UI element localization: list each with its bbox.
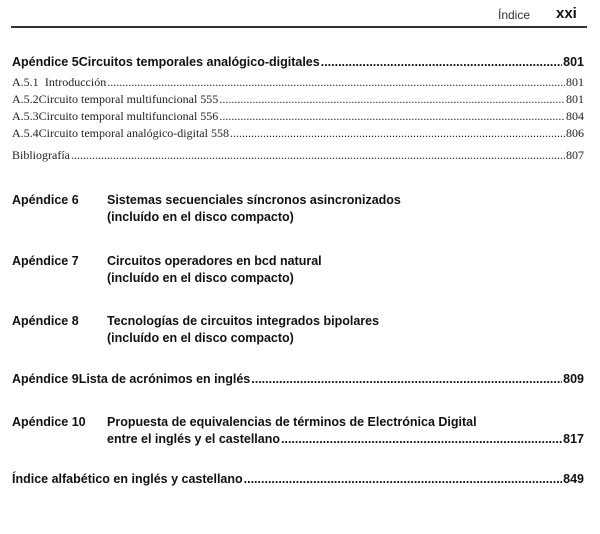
entry-label: Apéndice 5 — [12, 55, 79, 69]
page-number: xxi — [556, 5, 577, 22]
entry-note: (incluído en el disco compacto) — [107, 331, 294, 345]
entry-title: Circuitos temporales analógico-digitales — [78, 55, 320, 69]
entry-title: Circuito temporal multifuncional 555 — [38, 92, 219, 106]
entry-title: Sistemas secuenciales síncronos asincronizados — [107, 193, 401, 207]
toc-entry-a51 — [12, 75, 584, 90]
entry-note: (incluído en el disco compacto) — [107, 271, 294, 285]
toc-entry-bibliography — [12, 148, 584, 163]
toc-entry-index — [12, 472, 584, 486]
entry-title: Circuito temporal multifuncional 556 — [38, 109, 219, 123]
entry-title: Circuitos operadores en bcd natural — [107, 254, 322, 268]
entry-page: 817 — [563, 432, 584, 446]
entry-label: A.5.4 — [12, 126, 39, 140]
entry-title: Introducción — [44, 75, 107, 89]
toc-entry-appendix-5 — [12, 55, 584, 69]
dot-leader — [230, 126, 565, 141]
entry-page: 849 — [563, 472, 584, 486]
entry-title: Tecnologías de circuitos integrados bipolares — [107, 314, 380, 328]
entry-page: 801 — [566, 75, 584, 89]
entry-page: 809 — [563, 372, 584, 386]
toc-entry-appendix-9 — [12, 372, 584, 386]
dot-leader — [219, 92, 565, 107]
entry-label: Apéndice 9 — [12, 372, 79, 386]
entry-title: Bibliografía — [12, 148, 70, 162]
dot-leader — [251, 372, 562, 386]
entry-title: Circuito temporal analógico-digital 558 — [38, 126, 229, 140]
entry-title-continued: entre el inglés y el castellano — [107, 432, 280, 446]
entry-title: Propuesta de equivalencias de términos de Electrónica Digital — [107, 415, 477, 429]
dot-leader — [71, 148, 565, 163]
toc-entry-appendix-10 — [12, 415, 584, 446]
header-rule — [11, 26, 587, 28]
entry-label: A.5.3 — [12, 109, 39, 123]
toc-entry-a52 — [12, 92, 584, 107]
entry-label: A.5.1 — [12, 75, 39, 89]
entry-page: 801 — [563, 55, 584, 69]
entry-page: 806 — [566, 126, 584, 140]
dot-leader — [281, 432, 562, 446]
running-header-section: Índice — [498, 8, 531, 22]
entry-label: Apéndice 6 — [12, 193, 79, 207]
entry-label: Apéndice 8 — [12, 314, 79, 328]
dot-leader — [321, 55, 562, 69]
dot-leader — [107, 75, 565, 90]
toc-entry-appendix-6 — [12, 193, 584, 224]
dot-leader — [244, 472, 563, 486]
dot-leader — [219, 109, 565, 124]
toc-entry-appendix-8 — [12, 314, 584, 345]
toc-entry-appendix-7 — [12, 254, 584, 285]
toc-entry-a53 — [12, 109, 584, 124]
entry-title: Índice alfabético en inglés y castellano — [12, 472, 243, 486]
entry-label: Apéndice 10 — [12, 415, 86, 429]
toc-entry-a54 — [12, 126, 584, 141]
entry-label: Apéndice 7 — [12, 254, 79, 268]
entry-page: 804 — [566, 109, 584, 123]
entry-note: (incluído en el disco compacto) — [107, 210, 294, 224]
entry-title: Lista de acrónimos en inglés — [78, 372, 251, 386]
entry-page: 801 — [566, 92, 584, 106]
entry-label: A.5.2 — [12, 92, 39, 106]
entry-page: 807 — [566, 148, 584, 162]
